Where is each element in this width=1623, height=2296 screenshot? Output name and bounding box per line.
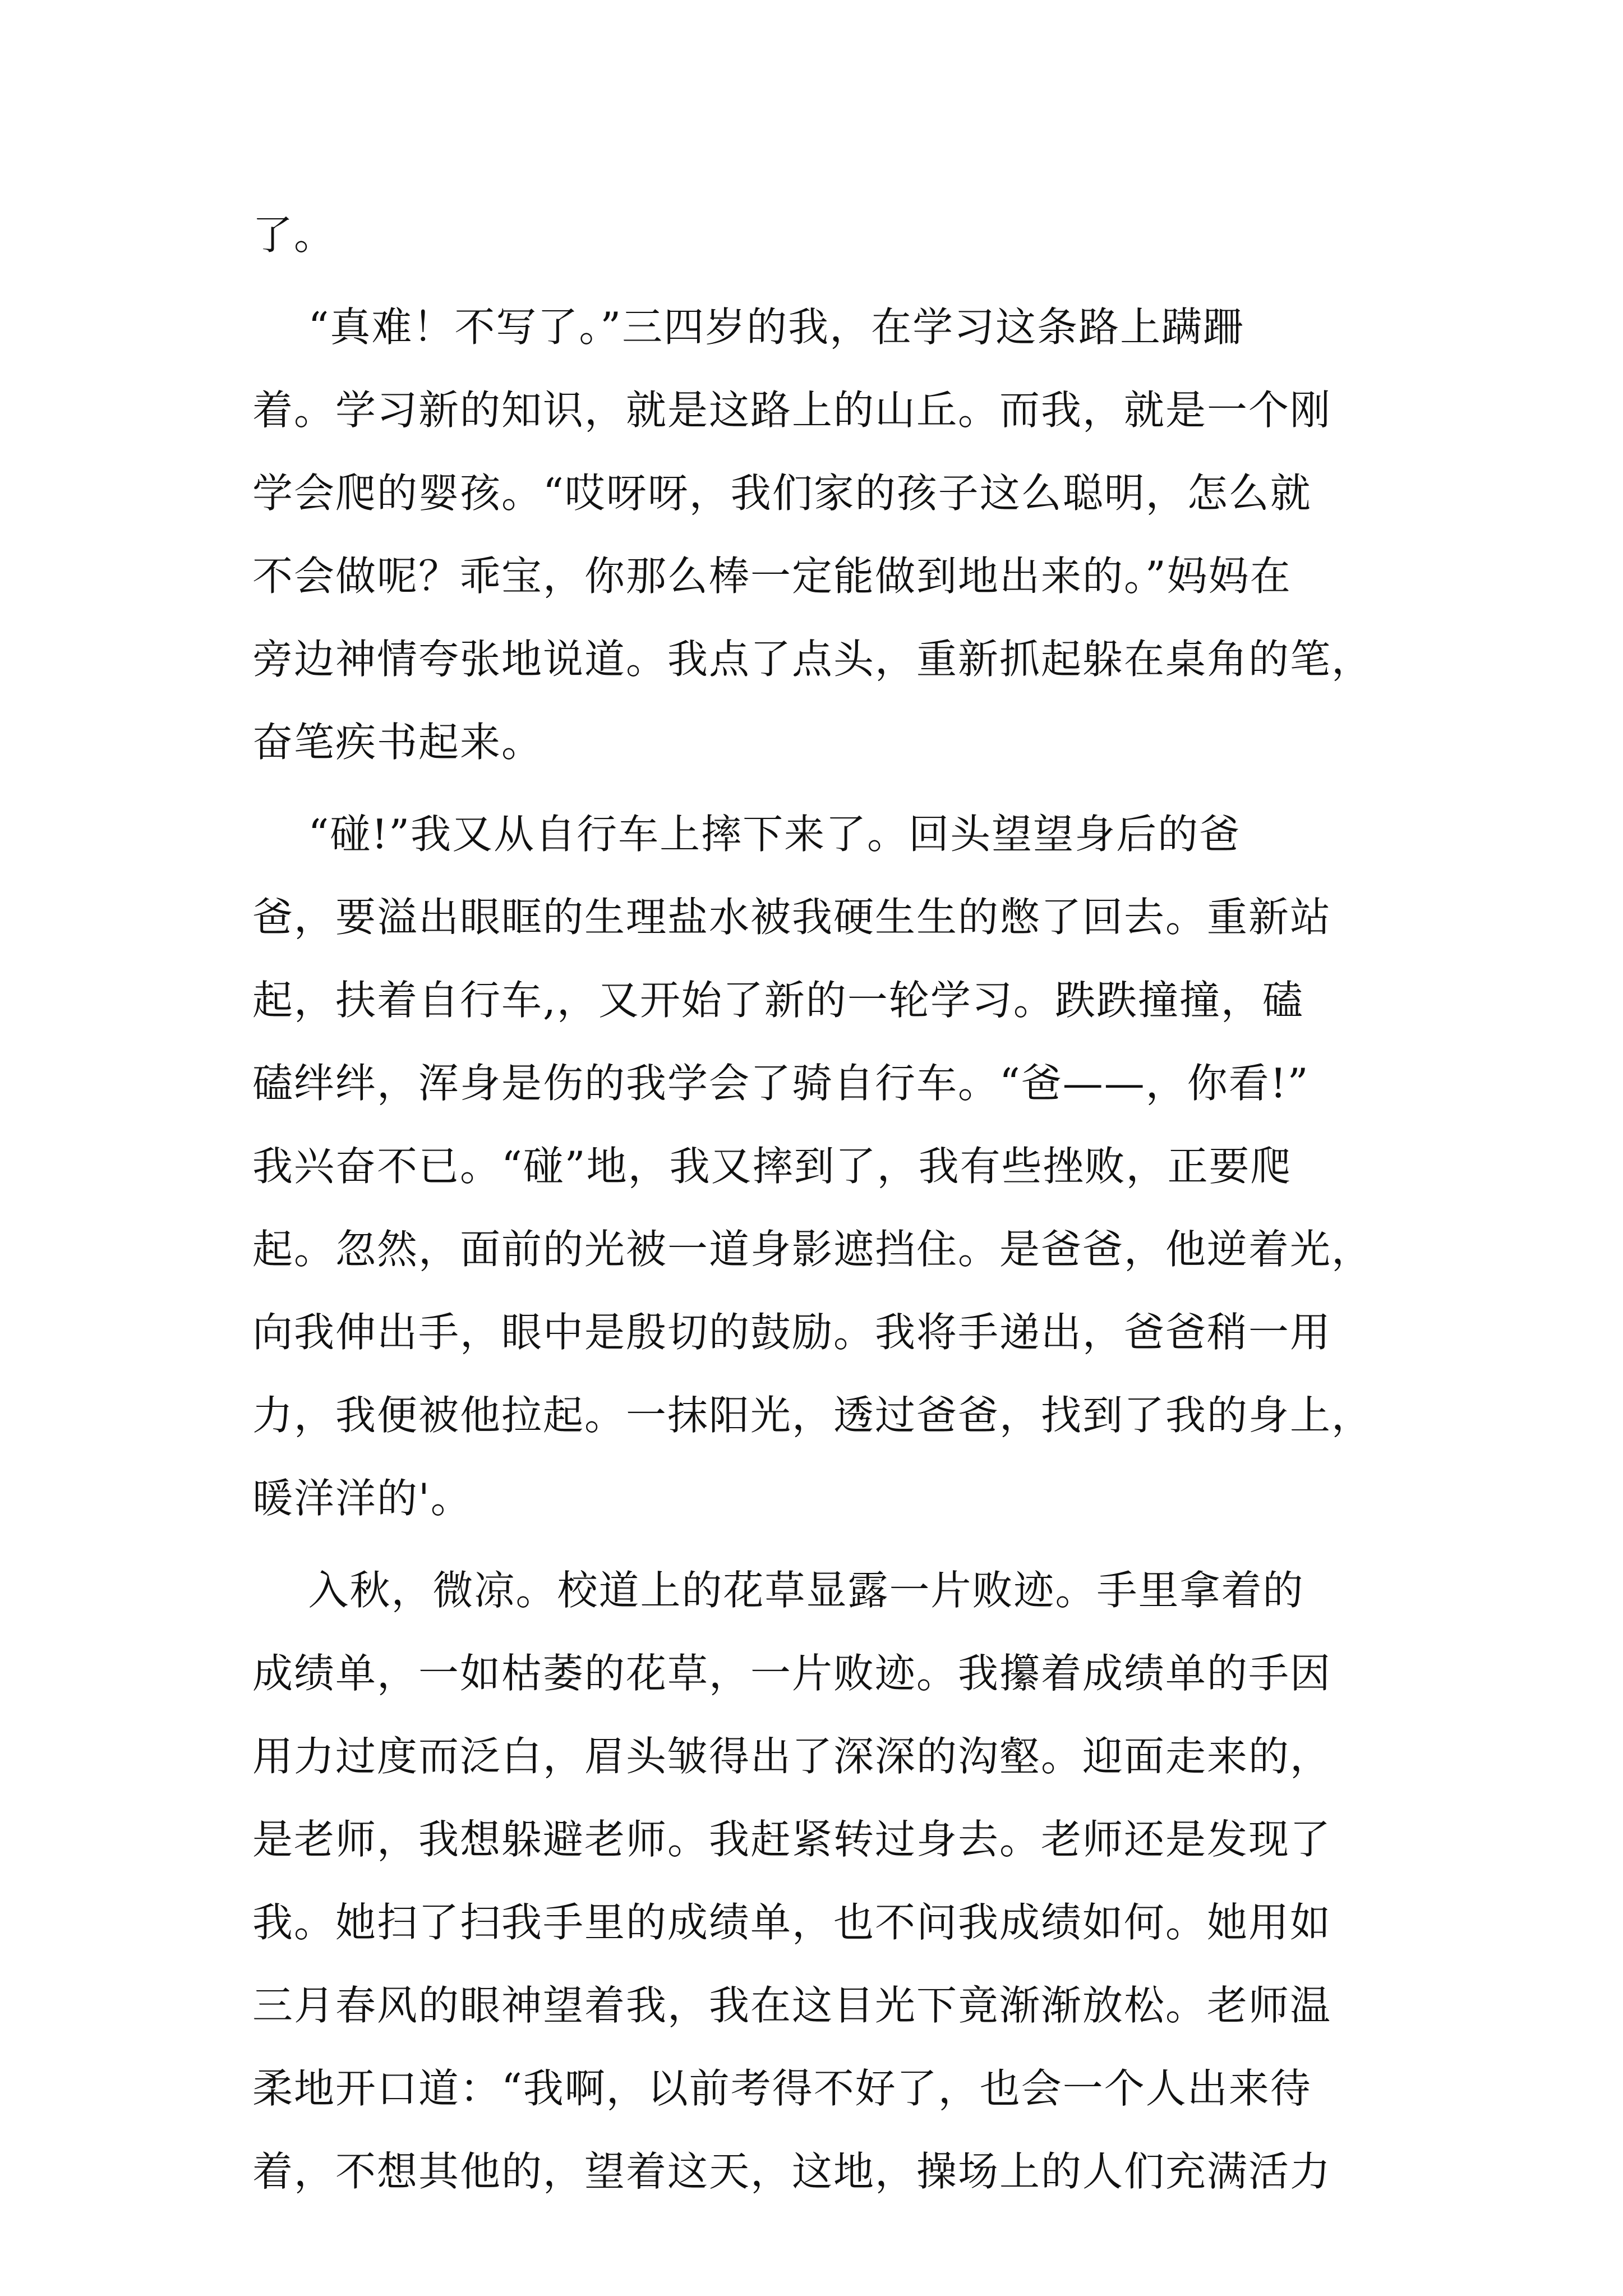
body-text	[252, 194, 1391, 2213]
text-line: 磕绊绊，浑身是伤的我学会了骑自行车。“爸——，你看!”	[252, 1060, 1310, 1107]
text-line: 着。学习新的知识，就是这路上的山丘。而我，就是一个刚	[252, 386, 1332, 434]
paragraph	[252, 1549, 1391, 2213]
text-line: 是老师，我想躲避老师。我赶紧转过身去。老师还是发现了	[252, 1816, 1332, 1863]
text-line: 三月春风的眼神望着我，我在这目光下竟渐渐放松。老师温	[252, 1982, 1332, 2029]
text-line: 奋笔疾书起来。	[252, 719, 543, 766]
paragraph	[252, 793, 1391, 1540]
text-line: 柔地开口道：“我啊，以前考得不好了，也会一个人出来待	[252, 2065, 1312, 2112]
text-line: 不会做呢？乖宝，你那么棒一定能做到地出来的。”妈妈在	[252, 553, 1292, 600]
paragraph-gap	[252, 277, 1391, 286]
text-line: 着，不想其他的，望着这天，这地，操场上的人们充满活力	[252, 2148, 1332, 2195]
text-line: 入秋，微凉。校道上的花草显露一片败迹。手里拿着的	[252, 1567, 1304, 1614]
text-line: 暖洋洋的'。	[252, 1475, 472, 1522]
text-line: 旁边神情夸张地说道。我点了点头，重新抓起躲在桌角的笔，	[252, 636, 1373, 683]
text-line: 向我伸出手，眼中是殷切的鼓励。我将手递出，爸爸稍一用	[252, 1309, 1332, 1356]
paragraph-gap	[252, 784, 1391, 793]
paragraph	[252, 194, 1391, 277]
text-line: 起。忽然，面前的光被一道身影遮挡住。是爸爸，他逆着光，	[252, 1226, 1373, 1273]
paragraph-gap	[252, 1540, 1391, 1549]
text-line: 爸，要溢出眼眶的生理盐水被我硬生生的憋了回去。重新站	[252, 894, 1332, 941]
text-line: 学会爬的婴孩。“哎呀呀，我们家的孩子这么聪明，怎么就	[252, 470, 1312, 517]
paragraph	[252, 286, 1391, 784]
text-line: “真难！不写了。”三四岁的我，在学习这条路上蹒跚	[252, 303, 1245, 351]
text-line: 了。	[252, 211, 336, 259]
text-line: 我兴奋不已。“碰”地，我又摔到了，我有些挫败，正要爬	[252, 1143, 1292, 1190]
text-line: 起，扶着自行车,，又开始了新的一轮学习。跌跌撞撞，磕	[252, 977, 1304, 1024]
text-line: 力，我便被他拉起。一抹阳光，透过爸爸，找到了我的身上，	[252, 1392, 1373, 1439]
text-line: 我。她扫了扫我手里的成绩单，也不问我成绩如何。她用如	[252, 1899, 1332, 1946]
text-line: 用力过度而泛白，眉头皱得出了深深的沟壑。迎面走来的，	[252, 1733, 1332, 1780]
text-line: “碰!”我又从自行车上摔下来了。回头望望身后的爸	[252, 811, 1241, 858]
text-line: 成绩单，一如枯萎的花草，一片败迹。我攥着成绩单的手因	[252, 1650, 1332, 1697]
